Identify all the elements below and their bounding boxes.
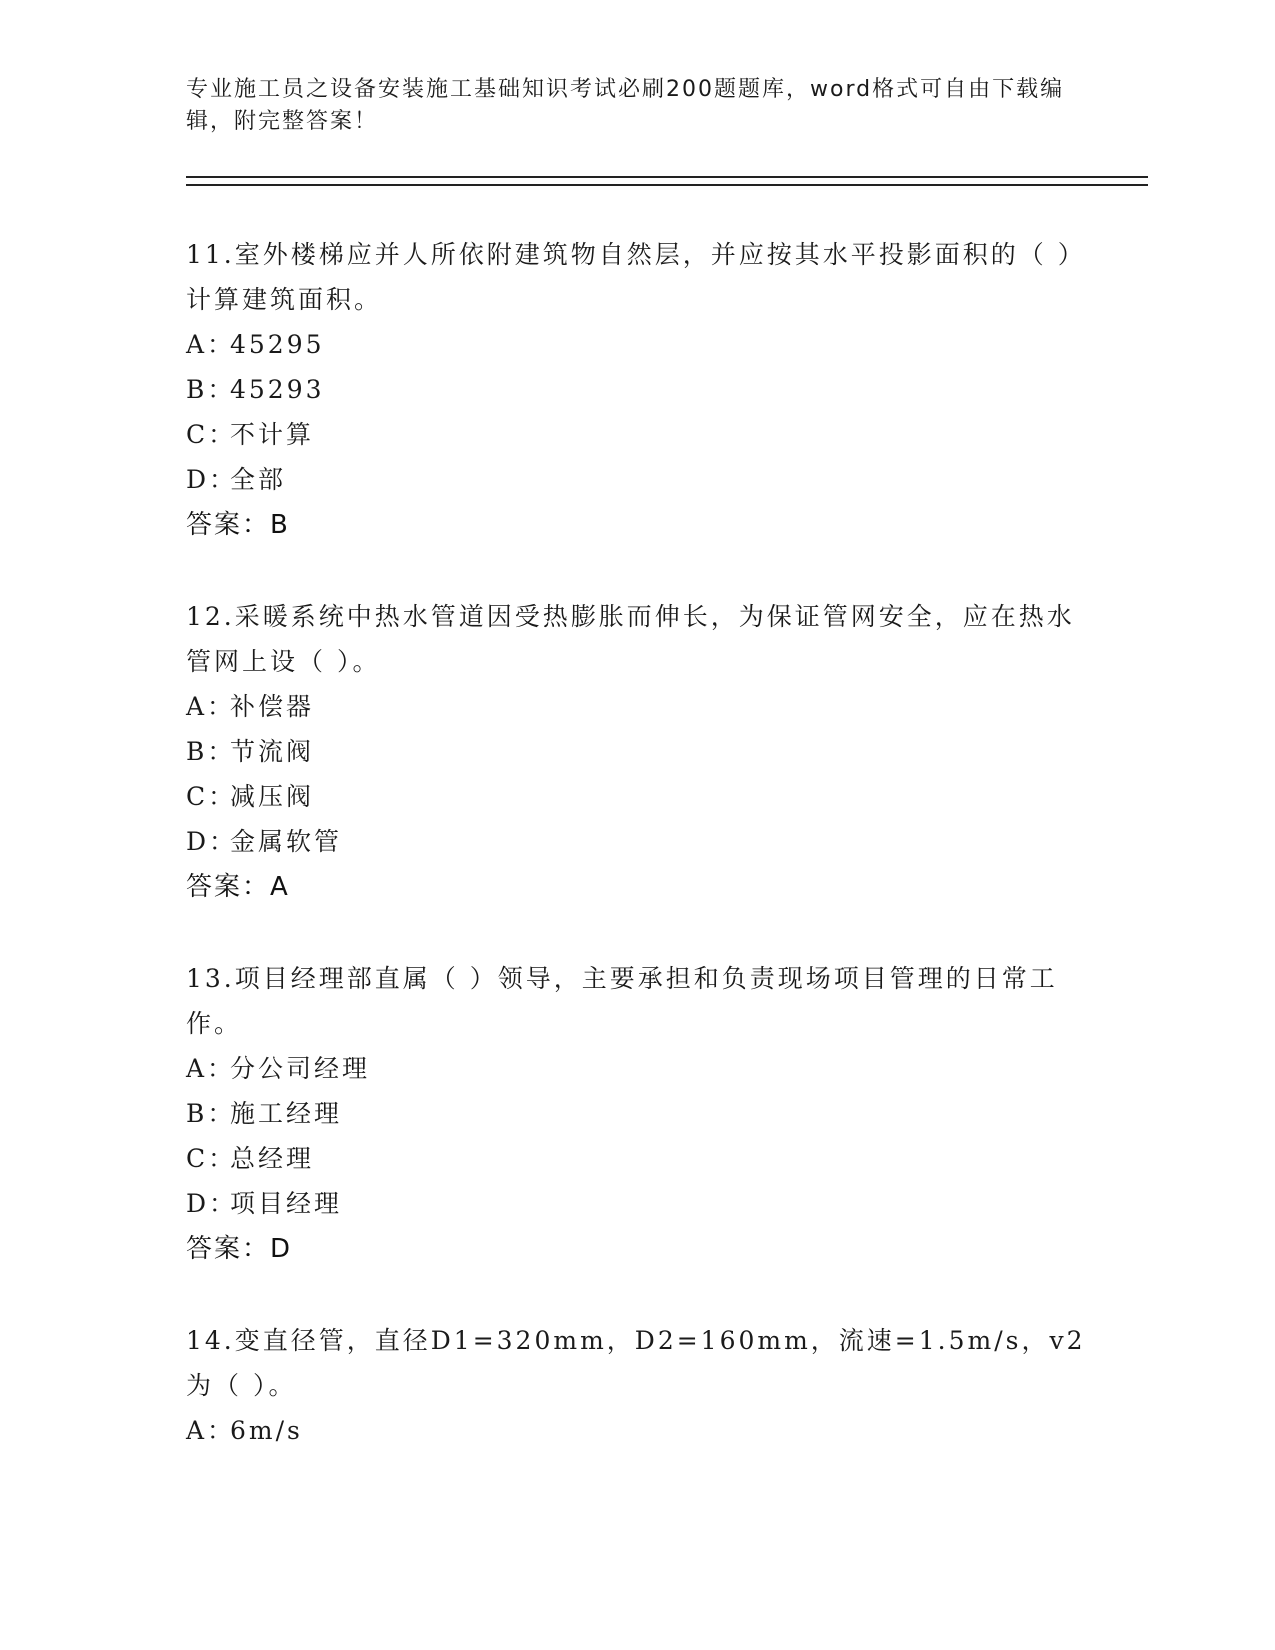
option-letter: C： — [186, 782, 237, 811]
option-letter: D： — [186, 1189, 238, 1218]
option-text: 45295 — [230, 330, 325, 359]
option-text: 减压阀 — [230, 782, 315, 811]
answer-line: 答案：A — [186, 872, 290, 902]
option-d — [186, 1181, 1086, 1226]
question-text: 13.项目经理部直属（ ）领导，主要承担和负责现场项目管理的日常工作。 — [186, 964, 1058, 1038]
option-text: 施工经理 — [230, 1099, 343, 1128]
option-letter: C： — [186, 1144, 237, 1173]
option-letter: C： — [186, 420, 237, 449]
option-letter: A： — [186, 1054, 236, 1083]
option-text: 节流阀 — [230, 737, 315, 766]
question-11 — [186, 232, 1086, 548]
option-text: 45293 — [230, 375, 325, 404]
question-text: 12.采暖系统中热水管道因受热膨胀而伸长，为保证管网安全，应在热水管网上设（ ）。 — [186, 602, 1075, 676]
option-text: 总经理 — [230, 1144, 315, 1173]
option-letter: A： — [186, 692, 236, 721]
option-letter: B： — [186, 1099, 236, 1128]
option-c — [186, 774, 1086, 819]
option-a — [186, 322, 1086, 367]
option-text: 分公司经理 — [230, 1054, 371, 1083]
option-text: 补偿器 — [230, 692, 315, 721]
option-text: 项目经理 — [230, 1189, 343, 1218]
answer-line: 答案：B — [186, 510, 290, 540]
option-text: 金属软管 — [230, 827, 343, 856]
option-c — [186, 1136, 1086, 1181]
option-letter: A： — [186, 1416, 236, 1445]
option-letter: B： — [186, 375, 236, 404]
option-text: 全部 — [230, 465, 287, 494]
option-text: 不计算 — [230, 420, 315, 449]
question-14 — [186, 1318, 1086, 1453]
header-double-rule — [186, 176, 1148, 186]
document-header: 专业施工员之设备安装施工基础知识考试必刷200题题库，word格式可自由下载编辑，附完整答案！ — [186, 77, 1065, 134]
question-text: 14.变直径管，直径D1=320mm，D2=160mm，流速=1.5m/s，v2为（ ）。 — [186, 1326, 1086, 1400]
answer-line: 答案：D — [186, 1234, 293, 1264]
option-c — [186, 412, 1086, 457]
option-letter: D： — [186, 465, 238, 494]
option-letter: B： — [186, 737, 236, 766]
option-letter: D： — [186, 827, 238, 856]
option-b — [186, 367, 1086, 412]
option-b — [186, 1091, 1086, 1136]
option-a — [186, 1408, 1086, 1453]
option-letter: A： — [186, 330, 236, 359]
question-13 — [186, 956, 1086, 1272]
question-text: 11.室外楼梯应并人所依附建筑物自然层，并应按其水平投影面积的（ ）计算建筑面积。 — [186, 240, 1086, 314]
option-d — [186, 457, 1086, 502]
option-text: 6m/s — [230, 1416, 303, 1445]
option-a — [186, 1046, 1086, 1091]
option-a — [186, 684, 1086, 729]
option-b — [186, 729, 1086, 774]
question-12 — [186, 594, 1086, 910]
option-d — [186, 819, 1086, 864]
